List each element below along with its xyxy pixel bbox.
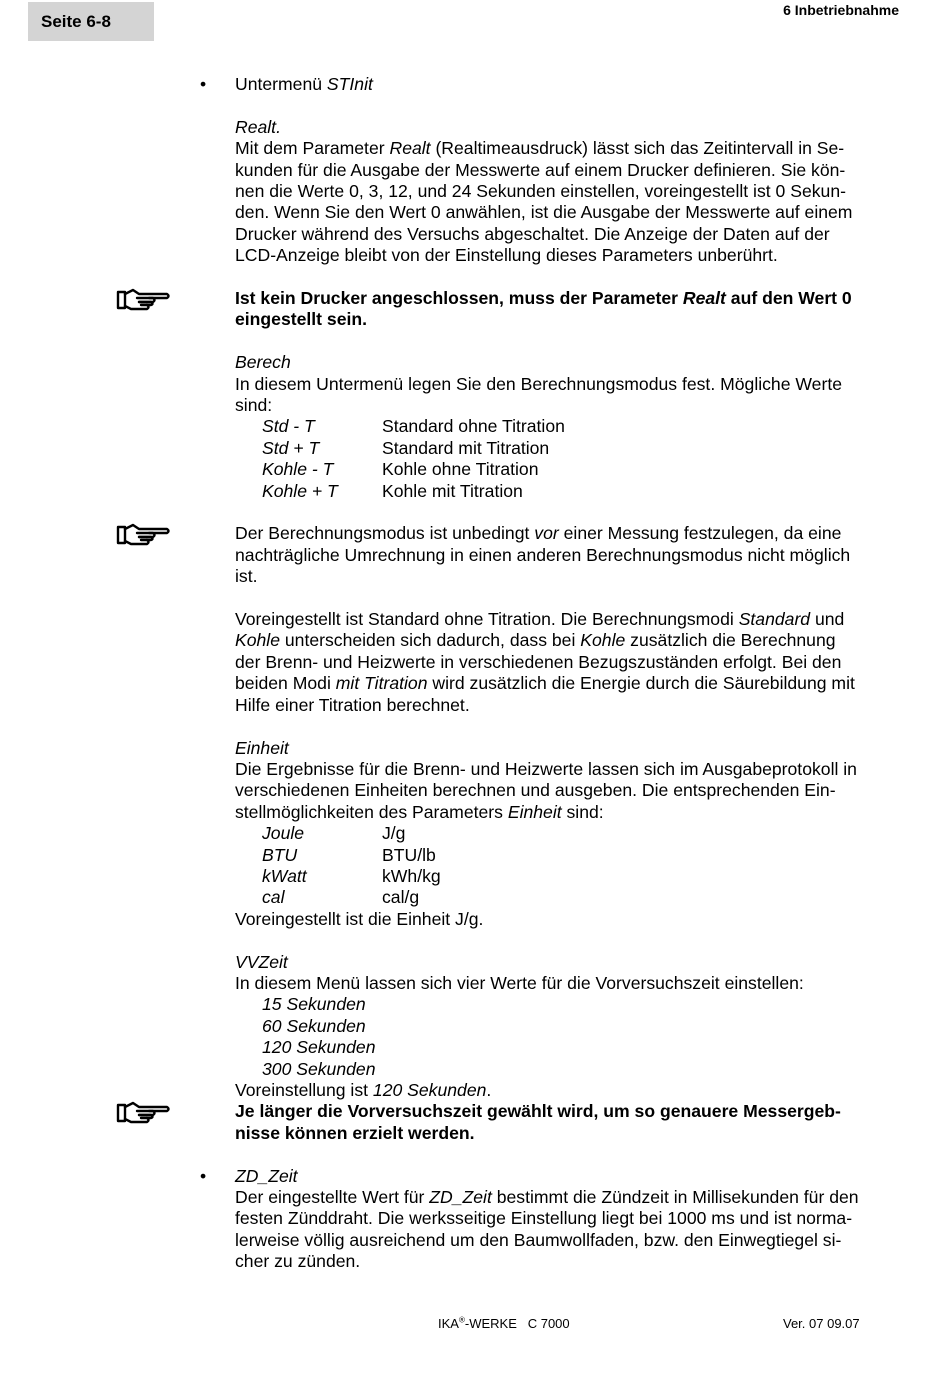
berech-p2: Hilfe einer Titration berechnet. — [235, 694, 470, 715]
berech-note-line: nachträgliche Umrechnung in einen anderen Berechnungsmodus nicht möglich — [235, 544, 851, 565]
zdzeit-line: festen Zünddraht. Die werksseitige Einstellung liegt bei 1000 ms und ist norma- — [235, 1208, 853, 1229]
footer-product: IKA®-WERKE C 7000 — [438, 1315, 570, 1331]
einheit-line: Die Ergebnisse für die Brenn- und Heizwerte lassen sich im Ausgabeprotokoll in — [235, 758, 857, 779]
stinit-lead: Untermenü — [235, 74, 327, 94]
vvzeit-option: 120 Sekunden — [262, 1037, 376, 1058]
pointing-hand-icon — [115, 1099, 173, 1125]
footer-version: Ver. 07 09.07 — [783, 1316, 860, 1331]
einheit-option: kWatt kWh/kg — [262, 865, 441, 886]
page-content — [200, 74, 900, 1273]
berech-option: Kohle + T Kohle mit Titration — [262, 480, 523, 501]
einheit-option: cal cal/g — [262, 887, 420, 908]
vvzeit-option: 15 Sekunden — [262, 994, 366, 1015]
berech-option: Kohle - T Kohle ohne Titration — [262, 459, 539, 480]
realt-note-cont: eingestellt sein. — [235, 309, 367, 330]
vvzeit-option: 60 Sekunden — [262, 1015, 366, 1036]
realt-line: den. Wenn Sie den Wert 0 anwählen, ist die Ausgabe der Messwerte auf einem — [235, 202, 853, 223]
bullet-mark: • — [200, 74, 207, 94]
pointing-hand-icon — [115, 286, 173, 312]
realt-note: Ist kein Drucker angeschlossen, muss der Parameter Realt auf den Wert 0 — [235, 288, 900, 309]
realt-heading: Realt. — [235, 116, 281, 137]
page-number-tab: Seite 6-8 — [28, 2, 154, 41]
vvzeit-note-cont: nisse können erzielt werden. — [235, 1122, 475, 1143]
einheit-line: verschiedenen Einheiten berechnen und ausgeben. Die entsprechenden Ein- — [235, 780, 836, 801]
realt-line: kunden für die Ausgabe der Messwerte auf einem Drucker definieren. Sie kön- — [235, 159, 846, 180]
realt-line: LCD-Anzeige bleibt von der Einstellung dieses Parameters unberührt. — [235, 245, 778, 266]
einheit-heading: Einheit — [235, 737, 289, 758]
vvzeit-note: Je länger die Vorversuchszeit gewählt wird, um so genauere Messergeb- — [235, 1101, 900, 1122]
vvzeit-option: 300 Sekunden — [262, 1058, 376, 1079]
berech-p2: der Brenn- und Heizwerte in verschiedenen Bezugszuständen erfolgt. Bei den — [235, 651, 842, 672]
realt-line: Mit dem Parameter Realt (Realtimeausdruck) lässt sich das Zeitintervall in Se- — [235, 138, 845, 159]
einheit-default: Voreingestellt ist die Einheit J/g. — [235, 908, 484, 929]
berech-note-line: ist. — [235, 566, 258, 587]
vvzeit-line: In diesem Menü lassen sich vier Werte für die Vorversuchszeit einstellen: — [235, 972, 804, 993]
berech-option: Std + T Standard mit Titration — [262, 437, 550, 458]
einheit-option: BTU BTU/lb — [262, 844, 436, 865]
stinit-name: STInit — [326, 74, 373, 94]
berech-line: sind: — [235, 395, 273, 416]
berech-p2: Kohle unterscheiden sich dadurch, dass bei Kohle zusätzlich die Berechnung — [235, 630, 836, 651]
zdzeit-heading: ZD_Zeit — [235, 1165, 298, 1186]
zdzeit-line: lerweise völlig ausreichend um den Baumwollfaden, bzw. den Einwegtiegel si- — [235, 1229, 842, 1250]
bullet-mark: • — [200, 1165, 207, 1186]
berech-line: In diesem Untermenü legen Sie den Berechnungsmodus fest. Mögliche Werte — [235, 373, 842, 394]
pointing-hand-icon — [115, 521, 173, 547]
realt-line: Drucker während des Versuchs abgeschaltet. Die Anzeige der Daten auf der — [235, 223, 830, 244]
berech-option: Std - T Standard ohne Titration — [262, 416, 565, 437]
berech-p2: beiden Modi mit Titration wird zusätzlich die Energie durch die Säurebildung mit — [235, 673, 855, 694]
berech-heading: Berech — [235, 352, 291, 373]
berech-p2: Voreingestellt ist Standard ohne Titration. Die Berechnungsmodi Standard und — [235, 609, 845, 630]
vvzeit-heading: VVZeit — [235, 951, 288, 972]
einheit-line: stellmöglichkeiten des Parameters Einheit sind: — [235, 801, 604, 822]
realt-line: nen die Werte 0, 3, 12, und 24 Sekunden einstellen, voreingestellt ist 0 Sekun- — [235, 181, 846, 202]
berech-note: Der Berechnungsmodus ist unbedingt vor einer Messung festzulegen, da eine — [235, 523, 900, 544]
vvzeit-default: Voreinstellung ist 120 Sekunden. — [235, 1079, 492, 1100]
bullet-zdzeit — [200, 1165, 900, 1187]
zdzeit-line: cher zu zünden. — [235, 1251, 361, 1272]
einheit-option: Joule J/g — [262, 823, 406, 844]
bullet-stinit — [200, 74, 900, 95]
zdzeit-line: Der eingestellte Wert für ZD_Zeit bestimmt die Zündzeit in Millisekunden für den — [235, 1187, 859, 1207]
chapter-title: 6 Inbetriebnahme — [783, 2, 899, 18]
